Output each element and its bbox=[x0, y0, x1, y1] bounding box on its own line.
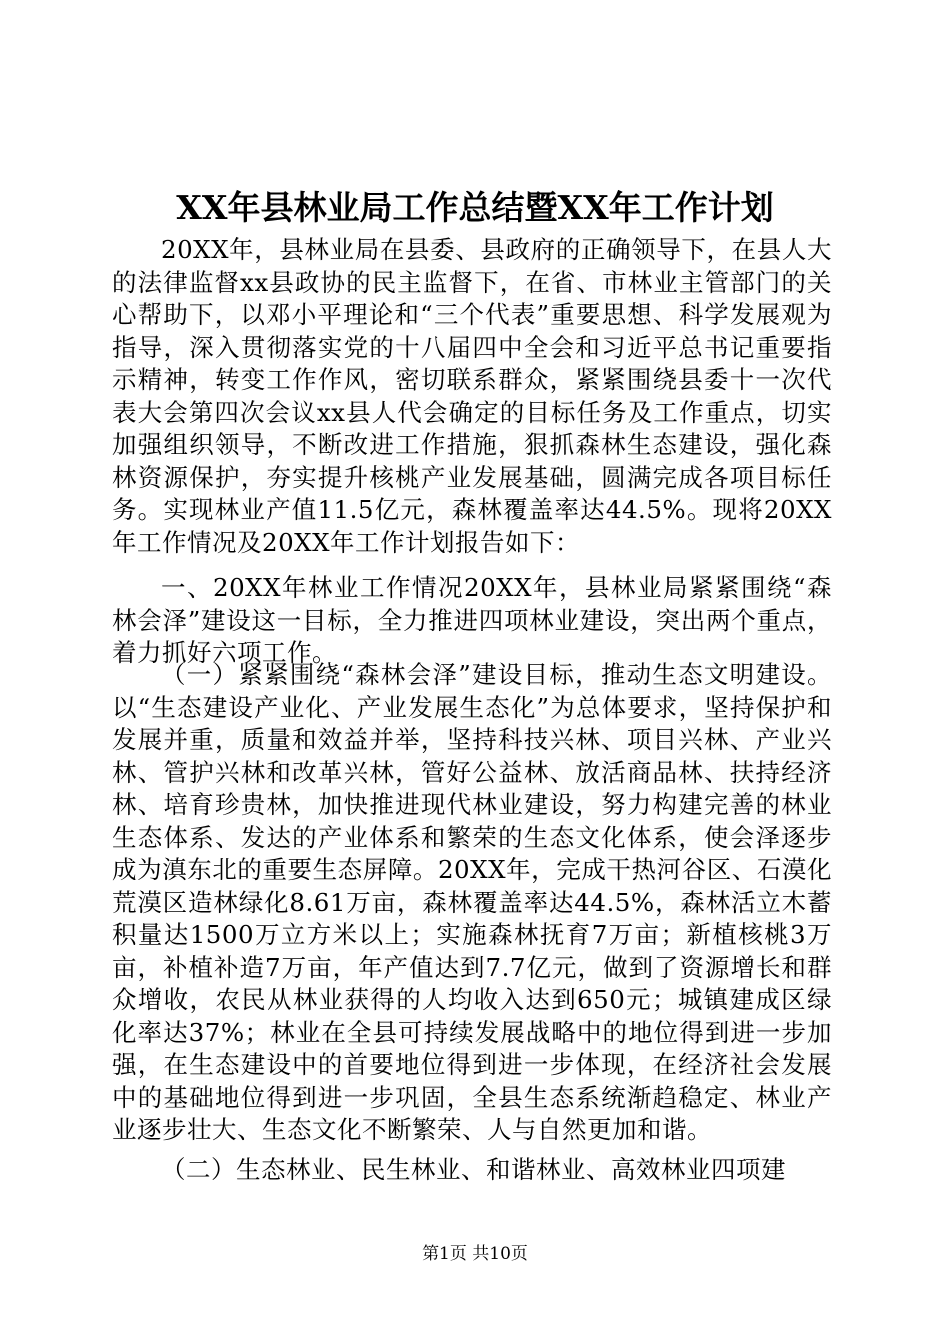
document-title: XX年县林业局工作总结暨XX年工作计划 bbox=[176, 188, 774, 227]
paragraph-intro: 20XX年，县林业局在县委、县政府的正确领导下，在县人大的法律监督xx县政协的民主监督下，在省、市林业主管部门的关心帮助下，以邓小平理论和“三个代表”重要思想、科学发展观为指导，深入贯彻落实党的十八届四中全会和习近平总书记重要指示精神，转变工作作风，密切联系群众，紧紧围绕县委十一次代表大会第四次会议xx县人代会确定的目标任务及工作重点，切实加强组织领导，不断改进工作措施，狠抓森林生态建设，强化森林资源保护，夯实提升核桃产业发展基础，圆满完成各项目标任务。实现林业产值11.5亿元，森林覆盖率达44.5%。现将20XX年工作情况及20XX年工作计划报告如下： bbox=[112, 235, 832, 557]
page-number-footer: 第1页 共10页 bbox=[422, 1244, 528, 1264]
paragraph-subsection-one: （一）紧紧围绕“森林会泽”建设目标，推动生态文明建设。以“生态建设产业化、产业发展生态化”为总体要求，坚持保护和发展并重，质量和效益并举，坚持科技兴林、项目兴林、产业兴林、管护兴林和改革兴林，管好公益林、放活商品林、扶持经济林、培育珍贵林，加快推进现代林业建设，努力构建完善的林业生态体系、发达的产业体系和繁荣的生态文化体系，使会泽逐步成为滇东北的重要生态屏障。20XX年，完成干热河谷区、石漠化荒漠区造林绿化8.61万亩，森林覆盖率达44.5%，森林活立木蓄积量达1500万立方米以上；实施森林抚育7万亩；新植核桃3万亩，补植补造7万亩，年产值达到7.7亿元，做到了资源增长和群众增收，农民从林业获得的人均收入达到650元；城镇建成区绿化率达37%；林业在全县可持续发展战略中的地位得到进一步加强，在生态建设中的首要地位得到进一步体现，在经济社会发展中的基础地位得到进一步巩固，全县生态系统渐趋稳定、林业产业逐步壮大、生态文化不断繁荣、人与自然更加和谐。 bbox=[112, 660, 832, 1144]
paragraph-section-one: 一、20XX年林业工作情况20XX年，县林业局紧紧围绕“森林会泽”建设这一目标，全力推进四项林业建设，突出两个重点，着力抓好六项工作。 bbox=[112, 573, 832, 667]
paragraph-subsection-two: （二）生态林业、民生林业、和谐林业、高效林业四项建 bbox=[161, 1155, 786, 1184]
